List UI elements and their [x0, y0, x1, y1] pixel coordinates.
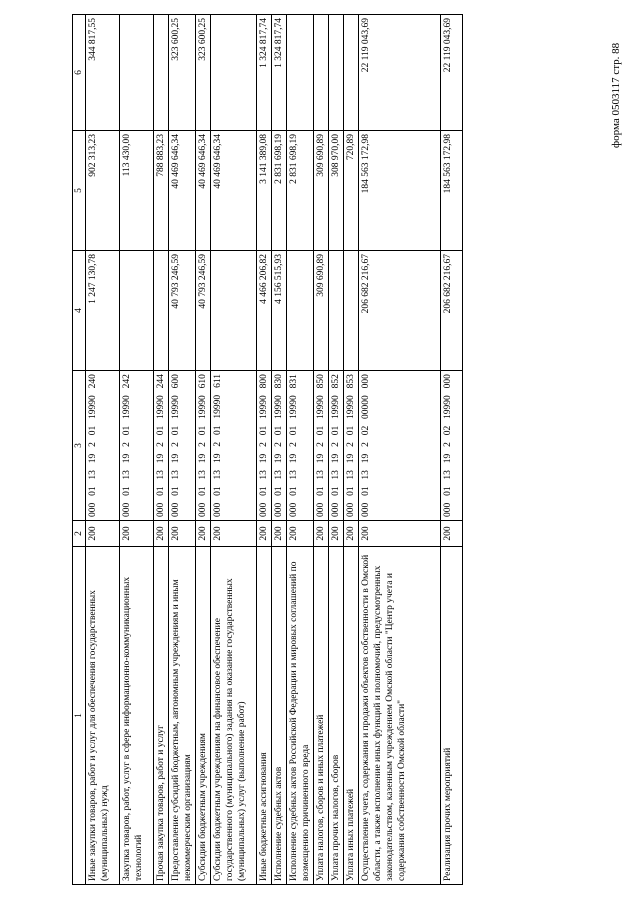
page-header [608, 20, 628, 150]
table-row [359, 15, 441, 885]
row-name: Предоставление субсидий бюджетным, автономным учреждениям и иным некоммерческим организациям [169, 547, 196, 885]
code-segment: 01 [213, 486, 223, 496]
code-segment: 19990 [274, 395, 284, 419]
table-row [154, 15, 169, 885]
code-segment: 01 [259, 425, 269, 436]
code-segment: 19990 [122, 395, 132, 419]
row-line-code: 200 [169, 521, 196, 547]
row-line-code: 200 [314, 521, 329, 547]
code-segment: 01 [331, 425, 341, 436]
row-line-code: 200 [344, 521, 359, 547]
code-segment: 2 [346, 442, 356, 447]
row-amount-c6 [329, 15, 344, 131]
row-amount-c4 [211, 251, 257, 371]
code-segment: 2 [274, 442, 284, 447]
row-name: Иные закупки товаров, работ и услуг для обеспечения государственных (муниципальных) нужд [86, 547, 120, 885]
code-segment: 01 [156, 425, 166, 436]
table-header-row [73, 15, 86, 885]
code-segment: 2 [122, 442, 132, 447]
code-segment: 01 [88, 486, 98, 496]
code-segment: 13 [198, 470, 208, 480]
table-row [86, 15, 120, 885]
code-segment: 19990 [88, 395, 98, 419]
row-line-code: 200 [272, 521, 287, 547]
column-header: 4 [73, 251, 86, 371]
code-segment: 13 [259, 470, 269, 480]
row-budget-code [86, 371, 120, 521]
row-amount-c4 [120, 251, 154, 371]
code-segment: 13 [88, 470, 98, 480]
row-name: Исполнение судебных актов Российской Федерации и мировых соглашений по возмещению причиненного вреда [287, 547, 314, 885]
row-budget-code [120, 371, 154, 521]
form-label: форма 0503117 стр. 88 [610, 42, 622, 148]
row-amount-c4: 4 466 206,82 [257, 251, 272, 371]
column-header: 2 [73, 521, 86, 547]
code-segment: 000 [156, 502, 166, 517]
column-header: 1 [73, 547, 86, 885]
row-name: Уплата налогов, сборов и иных платежей [314, 547, 329, 885]
code-segment: 13 [331, 470, 341, 480]
row-amount-c5: 308 970,00 [329, 131, 344, 251]
row-budget-code [257, 371, 272, 521]
code-segment: 2 [171, 442, 181, 447]
table-body [86, 15, 463, 885]
code-segment: 000 [213, 502, 223, 517]
code-segment: 000 [443, 502, 453, 517]
row-budget-code [344, 371, 359, 521]
row-budget-code [287, 371, 314, 521]
code-segment: 01 [289, 486, 299, 496]
table-row [120, 15, 154, 885]
row-amount-c5: 113 430,00 [120, 131, 154, 251]
code-segment: 19990 [316, 395, 326, 419]
code-segment: 19 [198, 453, 208, 464]
code-segment: 19990 [198, 395, 208, 419]
code-segment: 19 [346, 453, 356, 464]
code-segment: 852 [331, 374, 341, 389]
code-segment: 13 [122, 470, 132, 480]
code-segment: 000 [274, 502, 284, 517]
row-amount-c5: 2 831 698,19 [287, 131, 314, 251]
code-segment: 19990 [331, 395, 341, 419]
row-line-code: 200 [287, 521, 314, 547]
row-amount-c4 [287, 251, 314, 371]
row-amount-c5: 902 313,23 [86, 131, 120, 251]
code-segment: 19990 [213, 394, 223, 419]
table-row [196, 15, 211, 885]
code-segment: 01 [346, 486, 356, 496]
row-name: Уплата иных платежей [344, 547, 359, 885]
row-name: Иные бюджетные ассигнования [257, 547, 272, 885]
code-segment: 800 [259, 374, 269, 389]
row-amount-c4: 206 682 216,67 [441, 251, 463, 371]
code-segment: 19 [361, 453, 371, 464]
row-amount-c6: 22 119 043,69 [441, 15, 463, 131]
code-segment: 01 [171, 425, 181, 436]
code-segment: 00000 [361, 395, 371, 419]
row-amount-c5: 309 690,89 [314, 131, 329, 251]
row-amount-c4: 4 156 515,93 [272, 251, 287, 371]
column-header: 5 [73, 131, 86, 251]
table-row [272, 15, 287, 885]
row-name: Закупка товаров, работ, услуг в сфере информационно-коммуникационных технологий [120, 547, 154, 885]
row-budget-code [359, 371, 441, 521]
row-amount-c4 [329, 251, 344, 371]
row-line-code: 200 [441, 521, 463, 547]
code-segment: 2 [213, 441, 223, 447]
code-segment: 000 [198, 502, 208, 517]
code-segment: 01 [156, 486, 166, 496]
row-line-code: 200 [196, 521, 211, 547]
code-segment: 13 [213, 469, 223, 480]
row-amount-c6: 1 324 817,74 [272, 15, 287, 131]
code-segment: 13 [171, 470, 181, 480]
code-segment: 02 [361, 425, 371, 436]
row-amount-c6 [120, 15, 154, 131]
row-name: Прочая закупка товаров, работ и услуг [154, 547, 169, 885]
code-segment: 2 [361, 442, 371, 447]
code-segment: 2 [198, 442, 208, 447]
table-row [211, 15, 257, 885]
code-segment: 000 [171, 502, 181, 517]
code-segment: 01 [316, 425, 326, 436]
code-segment: 01 [443, 486, 453, 496]
code-segment: 01 [331, 486, 341, 496]
row-amount-c6 [314, 15, 329, 131]
code-segment: 19990 [346, 395, 356, 419]
row-budget-code [272, 371, 287, 521]
code-segment: 01 [88, 425, 98, 436]
code-segment: 000 [361, 374, 371, 389]
code-segment: 01 [316, 486, 326, 496]
code-segment: 01 [122, 486, 132, 496]
code-segment: 02 [443, 425, 453, 436]
code-segment: 244 [156, 374, 166, 389]
code-segment: 19990 [259, 395, 269, 419]
code-segment: 2 [331, 442, 341, 447]
row-line-code: 200 [154, 521, 169, 547]
code-segment: 831 [289, 374, 299, 389]
row-amount-c4: 40 793 246,59 [169, 251, 196, 371]
row-amount-c6: 22 119 043,69 [359, 15, 441, 131]
row-amount-c5: 40 469 646,34 [169, 131, 196, 251]
code-segment: 000 [289, 502, 299, 517]
code-segment: 2 [289, 442, 299, 447]
row-amount-c5: 184 563 172,98 [359, 131, 441, 251]
row-budget-code [169, 371, 196, 521]
row-amount-c6: 1 324 817,74 [257, 15, 272, 131]
table-row [329, 15, 344, 885]
code-segment: 19 [274, 453, 284, 464]
code-segment: 000 [88, 502, 98, 517]
row-name: Субсидии бюджетным учреждениям на финансовое обеспечение государственного (муниципального) задания на оказание государственных (муниципальных) услуг (выполнение работ) [211, 547, 257, 885]
row-name: Уплата прочих налогов, сборов [329, 547, 344, 885]
row-budget-code [441, 371, 463, 521]
code-segment: 01 [346, 425, 356, 436]
code-segment: 13 [316, 470, 326, 480]
code-segment: 01 [259, 486, 269, 496]
code-segment: 2 [443, 442, 453, 447]
row-amount-c5: 40 469 646,34 [196, 131, 211, 251]
code-segment: 19 [259, 453, 269, 464]
code-segment: 19 [331, 453, 341, 464]
row-line-code: 200 [86, 521, 120, 547]
code-segment: 01 [213, 425, 223, 435]
column-header: 3 [73, 371, 86, 521]
row-amount-c5: 720,89 [344, 131, 359, 251]
table-row [169, 15, 196, 885]
row-name: Реализация прочих мероприятий [441, 547, 463, 885]
row-name: Субсидии бюджетным учреждениям [196, 547, 211, 885]
row-amount-c4 [154, 251, 169, 371]
row-amount-c5: 788 883,23 [154, 131, 169, 251]
row-budget-code [314, 371, 329, 521]
row-amount-c6 [211, 15, 257, 131]
row-name: Осуществление учета, содержания и продажи объектов собственности в Омской области, а также исполнение иных функций и полномочий, предусмотренных законодательством, казенным учреждением Омской области "Центр учета и содержания собственности Омской области" [359, 547, 441, 885]
row-line-code: 200 [120, 521, 154, 547]
code-segment: 000 [331, 502, 341, 517]
code-segment: 13 [346, 470, 356, 480]
row-line-code: 200 [257, 521, 272, 547]
code-segment: 19 [88, 453, 98, 464]
row-amount-c4: 1 247 130,78 [86, 251, 120, 371]
code-segment: 850 [316, 374, 326, 389]
table-row [287, 15, 314, 885]
code-segment: 2 [156, 442, 166, 447]
row-amount-c5: 40 469 646,34 [211, 131, 257, 251]
code-segment: 01 [361, 486, 371, 496]
row-amount-c6 [344, 15, 359, 131]
code-segment: 01 [122, 425, 132, 436]
row-amount-c4: 206 682 216,67 [359, 251, 441, 371]
code-segment: 19990 [171, 395, 181, 419]
code-segment: 600 [171, 374, 181, 389]
rotated-page [72, 15, 592, 885]
row-name: Исполнение судебных актов [272, 547, 287, 885]
row-amount-c4: 40 793 246,59 [196, 251, 211, 371]
code-segment: 19990 [443, 395, 453, 419]
row-budget-code [196, 371, 211, 521]
row-amount-c5: 184 563 172,98 [441, 131, 463, 251]
code-segment: 19 [213, 453, 223, 464]
table-row [344, 15, 359, 885]
code-segment: 000 [259, 502, 269, 517]
row-line-code: 200 [329, 521, 344, 547]
code-segment: 01 [171, 486, 181, 496]
table-row [314, 15, 329, 885]
code-segment: 01 [274, 425, 284, 436]
code-segment: 853 [346, 374, 356, 389]
row-budget-code [329, 371, 344, 521]
code-segment: 2 [88, 442, 98, 447]
row-line-code: 200 [211, 521, 257, 547]
row-amount-c4: 309 690,89 [314, 251, 329, 371]
code-segment: 2 [259, 442, 269, 447]
row-line-code: 200 [359, 521, 441, 547]
code-segment: 000 [346, 502, 356, 517]
code-segment: 19990 [156, 395, 166, 419]
row-amount-c5: 2 831 698,19 [272, 131, 287, 251]
code-segment: 19 [171, 453, 181, 464]
code-segment: 01 [198, 486, 208, 496]
code-segment: 01 [289, 425, 299, 436]
code-segment: 000 [122, 502, 132, 517]
code-segment: 242 [122, 374, 132, 389]
code-segment: 19 [289, 453, 299, 464]
code-segment: 240 [88, 374, 98, 389]
code-segment: 01 [274, 486, 284, 496]
row-amount-c4 [344, 251, 359, 371]
table-row [441, 15, 463, 885]
column-header: 6 [73, 15, 86, 131]
code-segment: 000 [316, 502, 326, 517]
code-segment: 000 [443, 374, 453, 389]
code-segment: 01 [198, 425, 208, 436]
code-segment: 13 [443, 470, 453, 480]
code-segment: 19 [156, 453, 166, 464]
row-amount-c6: 323 600,25 [196, 15, 211, 131]
code-segment: 19 [316, 453, 326, 464]
code-segment: 13 [156, 470, 166, 480]
row-amount-c6: 344 817,55 [86, 15, 120, 131]
code-segment: 830 [274, 374, 284, 389]
row-budget-code [154, 371, 169, 521]
code-segment: 611 [213, 374, 223, 388]
code-segment: 19990 [289, 395, 299, 419]
row-amount-c6 [154, 15, 169, 131]
code-segment: 19 [443, 453, 453, 464]
code-segment: 13 [274, 470, 284, 480]
row-amount-c6 [287, 15, 314, 131]
code-segment: 19 [122, 453, 132, 464]
row-amount-c5: 3 141 389,08 [257, 131, 272, 251]
code-segment: 13 [289, 470, 299, 480]
code-segment: 000 [361, 502, 371, 517]
row-amount-c6: 323 600,25 [169, 15, 196, 131]
report-table [72, 14, 463, 885]
code-segment: 13 [361, 470, 371, 480]
table-row [257, 15, 272, 885]
code-segment: 2 [316, 442, 326, 447]
code-segment: 610 [198, 374, 208, 389]
row-budget-code [211, 371, 257, 521]
